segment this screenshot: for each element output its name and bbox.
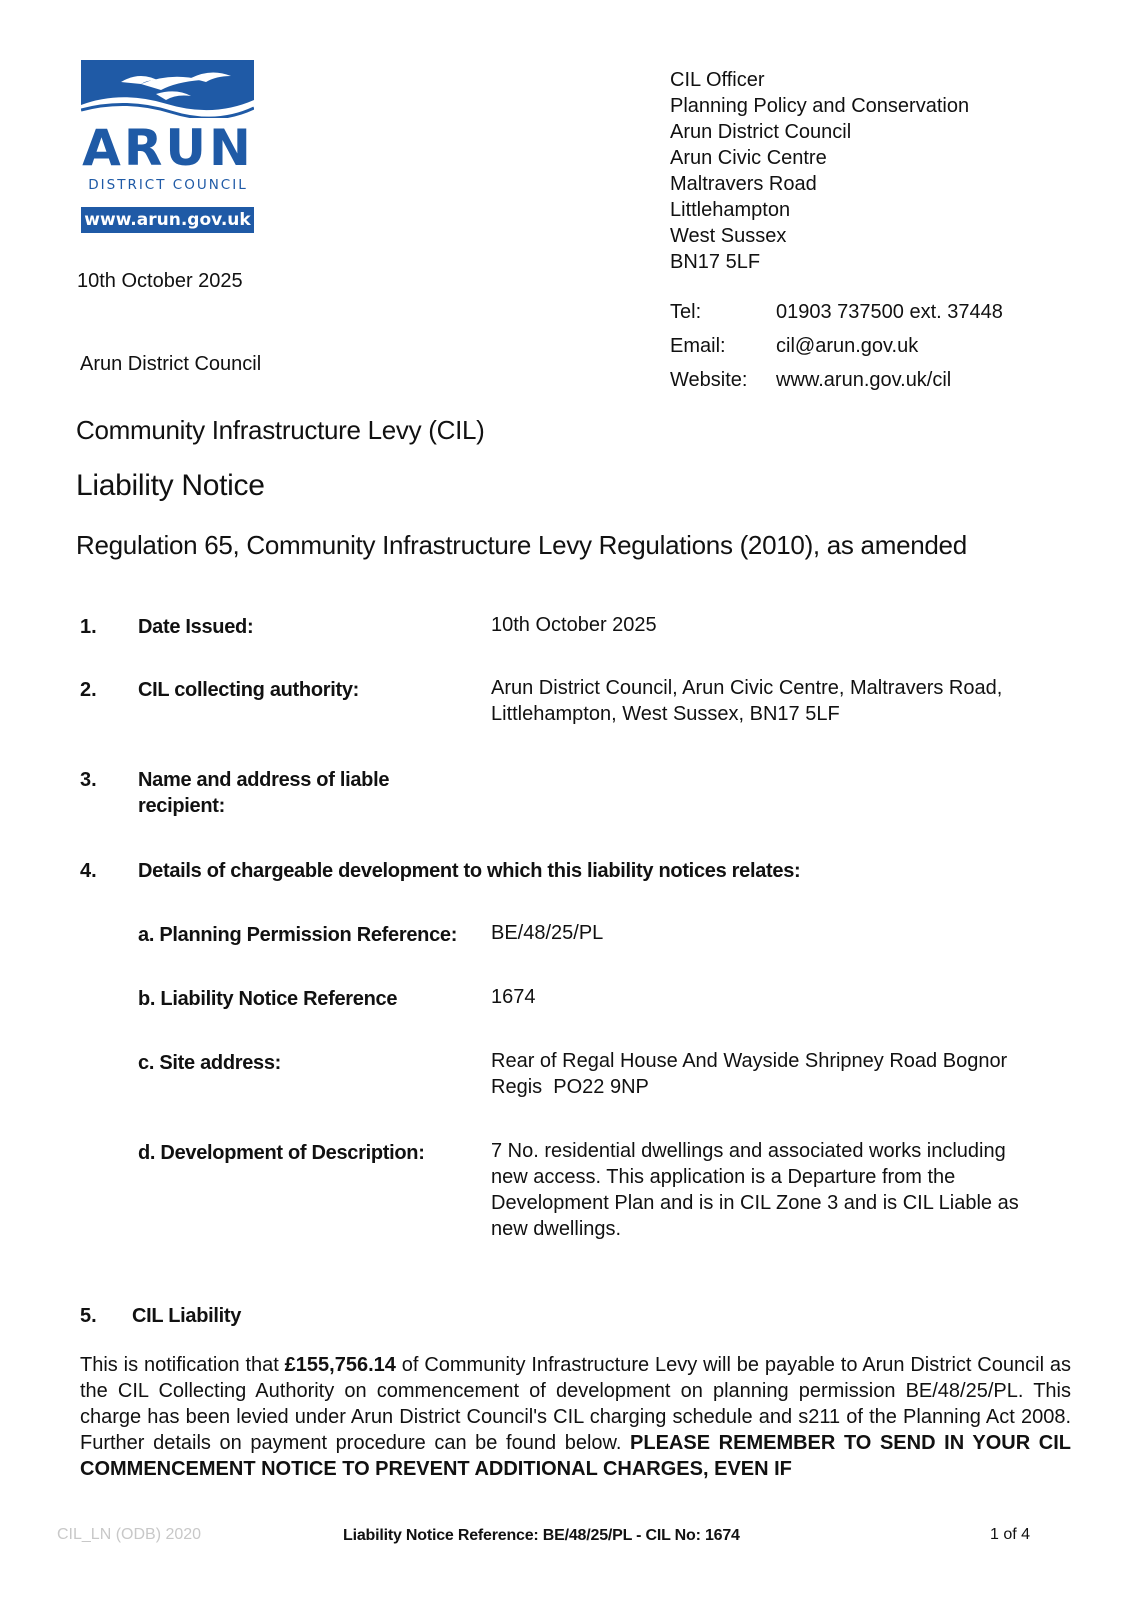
label-line: Name and address of liable: [138, 769, 390, 791]
title-liability-notice: Liability Notice: [76, 469, 265, 502]
label-line: recipient:: [138, 795, 226, 817]
development-details-label: Details of chargeable development to which this liability notices relates:: [138, 860, 801, 882]
contact-email: [670, 333, 918, 359]
site-address-line: Rear of Regal House And Wayside Shripney Road Bognor: [491, 1050, 1008, 1072]
description-line: 7 No. residential dwellings and associated works including: [491, 1140, 1006, 1162]
contact-website: [670, 367, 951, 393]
contact-label: Website:: [670, 369, 748, 391]
liability-paragraph: [80, 1352, 1071, 1482]
address-line: Littlehampton: [670, 199, 791, 221]
logo-banner: [81, 60, 254, 118]
description-line: Development Plan and is in CIL Zone 3 and is CIL Liable as: [491, 1192, 1019, 1214]
notice-ref-label: b. Liability Notice Reference: [138, 988, 398, 1010]
section-number: 4.: [80, 860, 97, 882]
section-number: 5.: [80, 1305, 97, 1327]
birds-logo-icon: [81, 60, 254, 118]
site-address-line: Regis PO22 9NP: [491, 1076, 649, 1098]
authority-line: Littlehampton, West Sussex, BN17 5LF: [491, 703, 840, 725]
planning-ref-value: BE/48/25/PL: [491, 922, 604, 944]
address-line: West Sussex: [670, 225, 787, 247]
page-number: 1 of 4: [990, 1526, 1031, 1543]
contact-label: Email:: [670, 335, 726, 357]
cil-liability-heading: CIL Liability: [132, 1305, 242, 1327]
liable-recipient-label: [138, 767, 389, 819]
notice-ref-value: 1674: [491, 986, 536, 1008]
logo-wordmark: ARUN: [82, 119, 254, 177]
form-code: CIL_LN (ODB) 2020: [57, 1526, 202, 1543]
date-issued-label: Date Issued:: [138, 616, 254, 638]
date-issued-value: 10th October 2025: [491, 614, 657, 636]
description-label: d. Development of Description:: [138, 1142, 425, 1164]
section-number: 2.: [80, 679, 97, 701]
address-line: CIL Officer: [670, 69, 765, 91]
address-line: Arun District Council: [670, 121, 852, 143]
letter-date: 10th October 2025: [77, 270, 243, 292]
address-line: Arun Civic Centre: [670, 147, 827, 169]
commencement-warning: PLEASE REMEMBER TO SEND IN YOUR CIL COMMENCEMENT NOTICE TO PREVENT ADDITIONAL CHARGES, EVEN IF: [80, 1432, 1071, 1480]
site-address-label: c. Site address:: [138, 1052, 282, 1074]
address-line: Maltravers Road: [670, 173, 817, 195]
title-regulation: Regulation 65, Community Infrastructure Levy Regulations (2010), as amended: [76, 530, 967, 560]
description-line: new dwellings.: [491, 1218, 622, 1240]
site-address-value: [491, 1048, 1007, 1100]
logo-subtitle: DISTRICT COUNCIL: [88, 177, 248, 193]
section-number: 3.: [80, 769, 97, 791]
footer-reference: Liability Notice Reference: BE/48/25/PL - CIL No: 1674: [343, 1527, 740, 1544]
description-value: [491, 1138, 1019, 1242]
contact-tel: [670, 299, 1003, 325]
email-link[interactable]: cil@arun.gov.uk: [776, 335, 919, 357]
address-line: BN17 5LF: [670, 251, 761, 273]
description-line: new access. This application is a Departure from the: [491, 1166, 956, 1188]
section-number: 1.: [80, 616, 97, 638]
sender-address: [670, 67, 969, 275]
website-link[interactable]: www.arun.gov.uk/cil: [776, 369, 952, 391]
address-line: Planning Policy and Conservation: [670, 95, 970, 117]
tel-value: 01903 737500 ext. 37448: [776, 301, 1003, 323]
paragraph-body: of Community Infrastructure Levy will be payable to Arun District Council as the CIL Collecting Authority on commencement of development on planning permission BE/48/25/PL. This charge has been levied under Arun District Council's CIL charging schedule and s211 of the Planning Act 2008. Further details on payment procedure can be found below.: [80, 1354, 1071, 1454]
authority-value: [491, 675, 1002, 727]
recipient-name: Arun District Council: [80, 353, 262, 375]
title-cil: Community Infrastructure Levy (CIL): [76, 415, 485, 445]
contact-label: Tel:: [670, 301, 702, 323]
authority-line: Arun District Council, Arun Civic Centre, Maltravers Road,: [491, 677, 1003, 699]
planning-ref-label: a. Planning Permission Reference:: [138, 924, 458, 946]
logo-url: www.arun.gov.uk: [81, 207, 254, 233]
paragraph-intro: This is notification that: [80, 1354, 285, 1376]
liability-amount: £155,756.14: [284, 1354, 396, 1376]
authority-label: CIL collecting authority:: [138, 679, 360, 701]
